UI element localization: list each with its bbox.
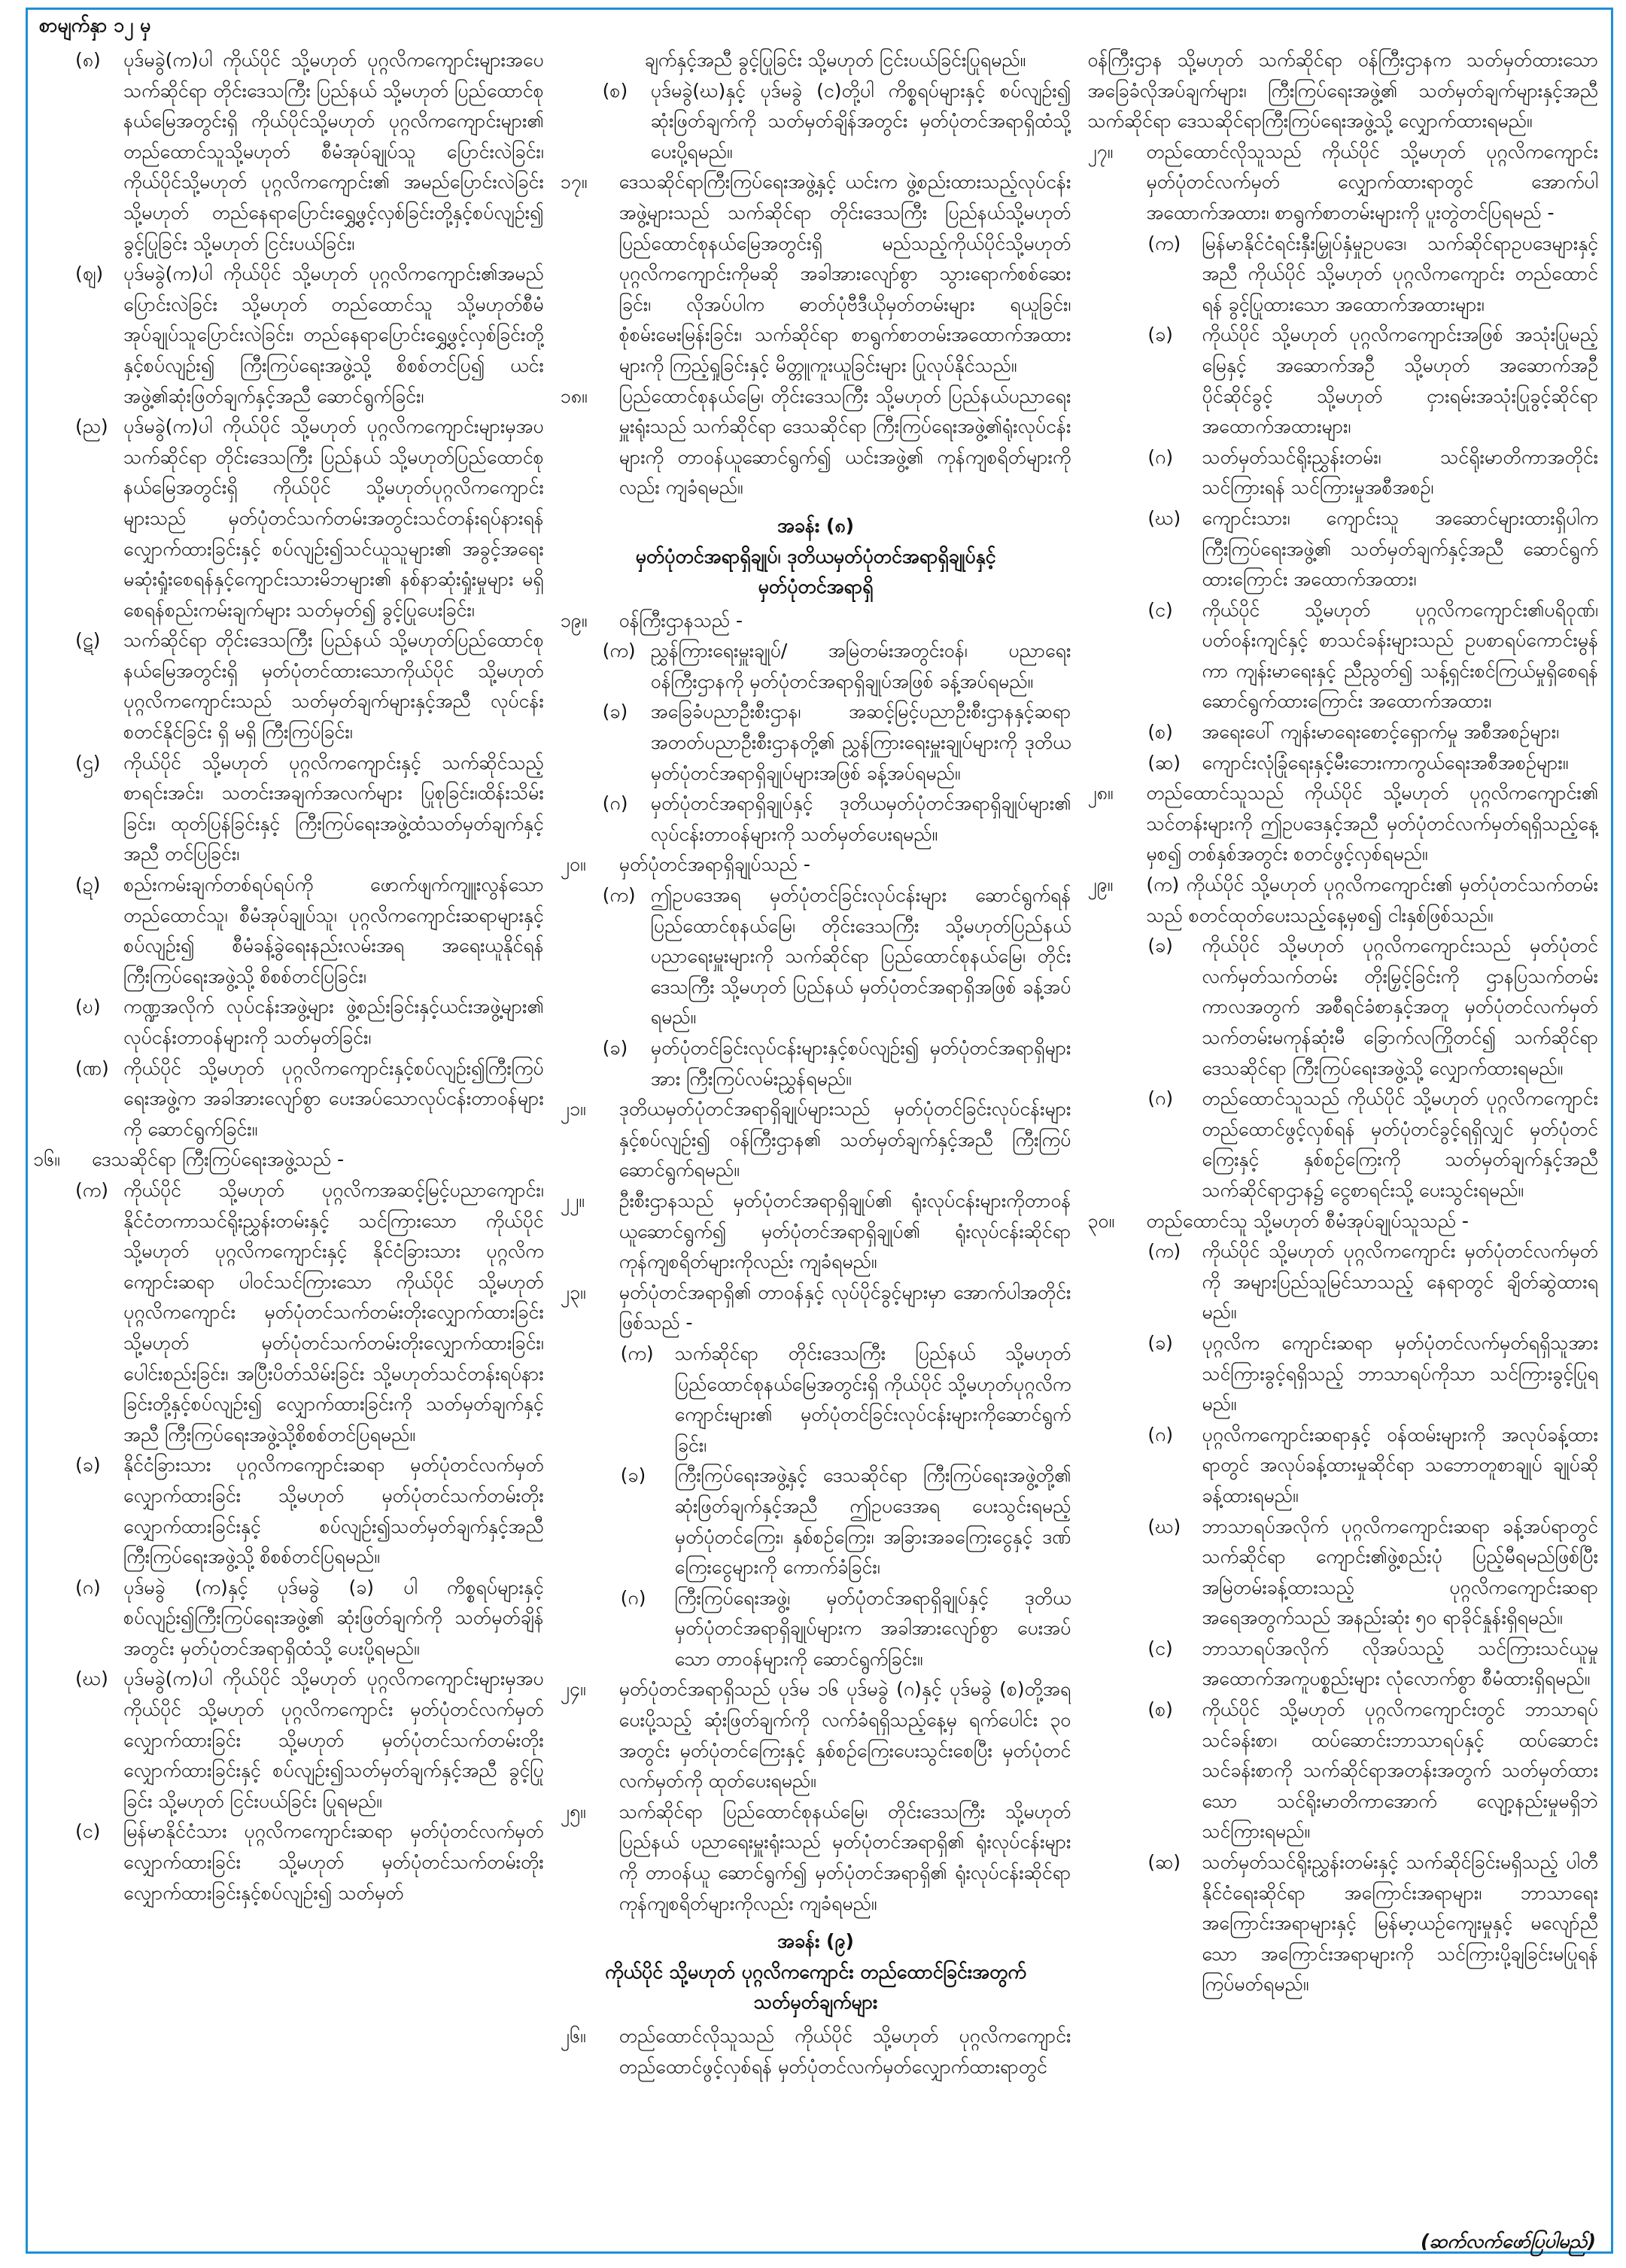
subsection-paragraph bbox=[1087, 595, 1598, 717]
clause-number: (စ) bbox=[602, 79, 628, 102]
clause-number: (ခ) bbox=[1147, 1331, 1173, 1354]
clause-number: (ခ) bbox=[1147, 324, 1173, 346]
clause-text: ပုဒ်မခွဲ(က)ပါ ကိုယ်ပိုင် သို့မဟုတ် ပုဂ္ဂလိကကျောင်းများမှအပ သက်ဆိုင်ရာ တိုင်းဒေသကြီး ပြည်နယ် သို့မဟုတ်ပြည်ထောင်စုနယ်မြေအတွင်းရှိ ကိုယ်ပိုင် သို့မဟုတ်ပုဂ္ဂလိကကျောင်းများသည် မှတ်ပုံတင်သက်တမ်းအတွင်းသင်တန်းရပ်နားရန် လျှောက်ထားခြင်းနှင့် စပ်လျဉ်း၍သင်ယူသူများ၏ အခွင့်အရေး မဆုံးရှုံးစေရန်နှင့်ကျောင်းသားမိဘများ၏ နစ်နာဆုံးရှုံးမှုများ မရှိစေရန်စည်းကမ်းချက်များ သတ်မှတ်၍ ခွင့်ပြုပေးခြင်း၊ bbox=[123, 415, 544, 621]
clause-text: ပြည်ထောင်စုနယ်မြေ၊ တိုင်းဒေသကြီး သို့မဟုတ် ပြည်နယ်ပညာရေးမှူးရုံးသည် သက်ဆိုင်ရာ ဒေသဆိုင်ရာ ကြီးကြပ်ရေးအဖွဲ့၏ရုံးလုပ်ငန်းများကို တာဝန်ယူဆောင်ရွက်၍ ယင်းအဖွဲ့၏ ကုန်ကျစရိတ်များကိုလည်း ကျခံရမည်။ bbox=[618, 385, 1071, 499]
clause-number: ၂၁။ bbox=[560, 1098, 586, 1120]
clause-text: ပုဂ္ဂလိကကျောင်းဆရာနှင့် ဝန်ထမ်းများကို အလုပ်ခန့်ထားရာတွင် အလုပ်ခန့်ထားမှုဆိုင်ရာ သဘောတူစာချုပ် ချုပ်ဆိုခန့်ထားရမည်။ bbox=[1202, 1423, 1599, 1506]
section-paragraph bbox=[1087, 778, 1598, 870]
clause-text: ဤဥပဒေအရ မှတ်ပုံတင်ခြင်းလုပ်ငန်းများ ဆောင်ရွက်ရန် ပြည်ထောင်စုနယ်မြေ၊ တိုင်းဒေသကြီး သို့မဟုတ်ပြည်နယ် ပညာရေးမှူးများကို သက်ဆိုင်ရာ ပြည်ထောင်စုနယ်မြေ၊ တိုင်းဒေသကြီး သို့မဟုတ် ပြည်နယ် မှတ်ပုံတင်အရာရှိအဖြစ် ခန့်အပ်ရမည်။ bbox=[650, 884, 1071, 1029]
clause-text: ကြီးကြပ်ရေးအဖွဲ့နှင့် ဒေသဆိုင်ရာ ကြီးကြပ်ရေးအဖွဲ့တို့၏ ဆုံးဖြတ်ချက်နှင့်အညီ ဤဥပဒေအရ ပေးသွင်းရမည့် မှတ်ပုံတင်ကြေး၊ နှစ်စဉ်ကြေး၊ အခြားအခကြေးငွေနှင့် ဒဏ်ကြေးငွေများကို ကောက်ခံခြင်း၊ bbox=[674, 1464, 1071, 1579]
clause-text: ဒုတိယမှတ်ပုံတင်အရာရှိချုပ်များသည် မှတ်ပုံတင်ခြင်းလုပ်ငန်းများနှင့်စပ်လျဉ်း၍ ဝန်ကြီးဌာန၏ သတ်မှတ်ချက်နှင့်အညီ ကြီးကြပ်ဆောင်ရွက်ရမည်။ bbox=[618, 1098, 1071, 1181]
subsection-paragraph bbox=[1087, 931, 1598, 1084]
clause-text: မှတ်ပုံတင်အရာရှိသည် ပုဒ်မ ၁၆ ပုဒ်မခွဲ (ဂ)နှင့် ပုဒ်မခွဲ (စ)တို့အရ ပေးပို့သည့် ဆုံးဖြတ်ချက်ကို လက်ခံရရှိသည့်နေ့မှ ရက်ပေါင်း ၃၀ အတွင်း မှတ်ပုံတင်ကြေးနှင့် နှစ်စဉ်ကြေးပေးသွင်းစေပြီး မှတ်ပုံတင်လက်မှတ်ကို ထုတ်ပေးရမည်။ bbox=[618, 1678, 1071, 1792]
subsection-paragraph bbox=[33, 748, 544, 870]
section-paragraph bbox=[561, 1186, 1071, 1278]
clause-text: အရေးပေါ် ကျန်းမာရေးစောင့်ရှောက်မှု အစီအစဉ်များ၊ bbox=[1202, 721, 1560, 743]
clause-text: စည်းကမ်းချက်တစ်ရပ်ရပ်ကို ဖောက်ဖျက်ကျူးလွန်သောတည်ထောင်သူ၊ စီမံအုပ်ချုပ်သူ၊ ပုဂ္ဂလိကကျောင်းဆရာများနှင့် စပ်လျဉ်း၍ စီမံခန့်ခွဲရေးနည်းလမ်းအရ အရေးယူနိုင်ရန် ကြီးကြပ်ရေးအဖွဲ့သို့ စိစစ်တင်ပြခြင်း၊ bbox=[123, 874, 544, 987]
section-paragraph bbox=[1087, 1206, 1598, 1237]
clause-text: ဝန်ကြီးဌာနသည် - bbox=[618, 609, 743, 631]
clause-number: (ဂ) bbox=[1147, 445, 1174, 468]
column-1 bbox=[33, 45, 544, 2227]
subsection-paragraph bbox=[1087, 1328, 1598, 1420]
clause-text: ကဏ္ဍအလိုက် လုပ်ငန်းအဖွဲ့များ ဖွဲ့စည်းခြင်းနှင့်ယင်းအဖွဲ့များ၏ လုပ်ငန်းတာဝန်များကို သတ်မှတ်ခြင်း၊ bbox=[123, 996, 544, 1048]
clause-text: ကိုယ်ပိုင် သို့မဟုတ် ပုဂ္ဂလိကကျောင်း၏ပရိဝုဏ်၊ပတ်ဝန်းကျင်နှင့် စာသင်ခန်းများသည် ဥပစာရပ်ကောင်းမွန်ကာ ကျန်းမာရေးနှင့် ညီညွတ်၍ သန့်ရှင်းစင်ကြယ်မှုရှိစေရန် ဆောင်ရွက်ထားကြောင်း အထောက်အထား၊ bbox=[1202, 598, 1599, 713]
clause-number: (က) bbox=[620, 1342, 654, 1364]
clause-number: (က) bbox=[1147, 1240, 1181, 1263]
clause-number: ၁၈။ bbox=[560, 385, 588, 407]
clause-number: (ခ) bbox=[602, 701, 628, 723]
subsection-paragraph bbox=[33, 1664, 544, 1817]
subsection-paragraph bbox=[1087, 1084, 1598, 1205]
clause-number: (ခ) bbox=[75, 1454, 101, 1476]
clause-text: ပုဒ်မခွဲ(က)ပါ ကိုယ်ပိုင် သို့မဟုတ် ပုဂ္ဂလိကကျောင်းများအပေ သက်ဆိုင်ရာ တိုင်းဒေသကြီး ပြည်နယ် သို့မဟုတ် ပြည်ထောင်စုနယ်မြေအတွင်းရှိ ကိုယ်ပိုင်သို့မဟုတ် ပုဂ္ဂလိကကျောင်းများ၏ တည်ထောင်သူသို့မဟုတ် စီမံအုပ်ချုပ်သူ ပြောင်းလဲခြင်း၊ ကိုယ်ပိုင်သို့မဟုတ် ပုဂ္ဂလိကကျောင်း၏ အမည်ပြောင်းလဲခြင်းသို့မဟုတ် တည်နေရာပြောင်းရွှေ့ဖွင့်လှစ်ခြင်းတို့နှင့်စပ်လျဉ်း၍ ခွင့်ပြုခြင်း သို့မဟုတ် ငြင်းပယ်ခြင်း၊ bbox=[123, 49, 544, 254]
continued-note: (ဆက်လက်ဖော်ပြပါမည်) bbox=[1420, 2230, 1596, 2252]
clause-text: ကိုယ်ပိုင် သို့မဟုတ် ပုဂ္ဂလိကကျောင်းတွင် ဘာသာရပ်သင်ခန်းစာ၊ ထပ်ဆောင်းဘာသာရပ်နှင့် ထပ်ဆောင်းသင်ခန်းစာကို သက်ဆိုင်ရာအတန်းအတွက် သတ်မှတ်ထားသော သင်ရိုးမာတိကာအောက် လျော့နည်းမှုမရှိဘဲ သင်ကြားရမည်။ bbox=[1202, 1698, 1599, 1843]
clause-text: မြန်မာနိုင်ငံရင်းနှီးမြှုပ်နှံမှုဥပဒေ၊ သက်ဆိုင်ရာဥပဒေများနှင့်အညီ ကိုယ်ပိုင် သို့မဟုတ် ပုဂ္ဂလိကကျောင်း တည်ထောင်ရန် ခွင့်ပြုထားသော အထောက်အထားများ၊ bbox=[1202, 232, 1599, 315]
clause-number: ၁၆။ bbox=[33, 1148, 60, 1171]
clause-text: တည်ထောင်လိုသူသည် ကိုယ်ပိုင် သို့မဟုတ် ပုဂ္ဂလိကကျောင်း တည်ထောင်ဖွင့်လှစ်ရန် မှတ်ပုံတင်လက်မှတ်လျှောက်ထားရာတွင် bbox=[618, 2025, 1071, 2078]
clause-number: ၂၃။ bbox=[560, 1281, 586, 1303]
clause-number: (ဃ) bbox=[1147, 506, 1181, 529]
clause-number: (က) bbox=[1147, 232, 1181, 254]
section-paragraph bbox=[1087, 45, 1598, 137]
clause-number: ၂၉။ bbox=[1087, 874, 1114, 896]
clause-number: ၁၉။ bbox=[560, 609, 588, 631]
clause-number: (ဋ) bbox=[75, 629, 101, 652]
subsection-paragraph bbox=[1087, 1420, 1598, 1512]
clause-number: (ဌ) bbox=[75, 751, 101, 774]
section-paragraph bbox=[561, 606, 1071, 637]
subsection-paragraph bbox=[561, 1583, 1071, 1675]
chapter-heading: အခန်း (၈) မှတ်ပုံတင်အရာရှိချုပ်၊ ဒုတိယမှတ်ပုံတင်အရာရှိချုပ်နှင့် မှတ်ပုံတင်အရာရှိ bbox=[635, 514, 996, 598]
clause-number: (င) bbox=[1147, 598, 1173, 621]
clause-number: (ခ) bbox=[1147, 935, 1173, 957]
clause-text: ကိုယ်ပိုင် သို့မဟုတ် ပုဂ္ဂလိကကျောင်းနှင့်စပ်လျဉ်း၍ကြီးကြပ်ရေးအဖွဲ့က အခါအားလျော်စွာ ပေးအပ်သောလုပ်ငန်းတာဝန်များကို ဆောင်ရွက်ခြင်း။ bbox=[123, 1056, 544, 1140]
clause-number: ၂၇။ bbox=[1087, 140, 1114, 163]
clause-text: ပုဒ်မခွဲ(က)ပါ ကိုယ်ပိုင် သို့မဟုတ် ပုဂ္ဂလိကကျောင်းများမှအပ ကိုယ်ပိုင် သို့မဟုတ် ပုဂ္ဂလိကကျောင်း မှတ်ပုံတင်လက်မှတ်လျှောက်ထားခြင်း သို့မဟုတ် မှတ်ပုံတင်သက်တမ်းတိုး လျှောက်ထားခြင်းနှင့် စပ်လျဉ်း၍သတ်မှတ်ချက်နှင့်အညီ ခွင့်ပြုခြင်း သို့မဟုတ် ငြင်းပယ်ခြင်း ပြုရမည်။ bbox=[123, 1668, 544, 1812]
clause-number: (ဍ) bbox=[75, 874, 101, 896]
clause-text: ကိုယ်ပိုင် သို့မဟုတ် ပုဂ္ဂလိကအဆင့်မြင့်ပညာကျောင်း၊နိုင်ငံတကာသင်ရိုးညွှန်းတမ်းနှင့် သင်ကြားသော ကိုယ်ပိုင်သို့မဟုတ် ပုဂ္ဂလိကကျောင်းနှင့် နိုင်ငံခြားသား ပုဂ္ဂလိကကျောင်းဆရာ ပါဝင်သင်ကြားသော ကိုယ်ပိုင် သို့မဟုတ်ပုဂ္ဂလိကကျောင်း မှတ်ပုံတင်သက်တမ်းတိုးလျှောက်ထားခြင်း သို့မဟုတ် မှတ်ပုံတင်သက်တမ်းတိုးလျှောက်ထားခြင်း၊ ပေါင်းစည်းခြင်း၊ အပြီးပိတ်သိမ်းခြင်း သို့မဟုတ်သင်တန်းရပ်နားခြင်းတို့နှင့်စပ်လျဉ်း၍ လျှောက်ထားခြင်းကို သတ်မှတ်ချက်နှင့်အညီ ကြီးကြပ်ရေးအဖွဲ့သို့စိစစ်တင်ပြရမည်။ bbox=[123, 1178, 544, 1446]
subsection-paragraph bbox=[33, 1573, 544, 1665]
clause-text: ပုဒ်မခွဲ(က)ပါ ကိုယ်ပိုင် သို့မဟုတ် ပုဂ္ဂလိကကျောင်း၏အမည်ပြောင်းလဲခြင်း သို့မဟုတ် တည်ထောင်သူ သို့မဟုတ်စီမံအုပ်ချုပ်သူပြောင်းလဲခြင်း၊ တည်နေရာပြောင်းရွှေ့ဖွင့်လှစ်ခြင်းတို့နှင့်စပ်လျဉ်း၍ ကြီးကြပ်ရေးအဖွဲ့သို့ စိစစ်တင်ပြ၍ ယင်းအဖွဲ့၏ဆုံးဖြတ်ချက်နှင့်အညီ ဆောင်ရွက်ခြင်း၊ bbox=[123, 263, 544, 407]
section-paragraph bbox=[33, 1145, 544, 1175]
clause-number: (ဎ) bbox=[75, 996, 101, 1018]
clause-number: ၃၀။ bbox=[1087, 1209, 1115, 1232]
clause-text: ကိုယ်ပိုင် သို့မဟုတ် ပုဂ္ဂလိကကျောင်းသည် မှတ်ပုံတင်လက်မှတ်သက်တမ်း တိုးမြှင့်ခြင်းကို ဌာနပြသက်တမ်းကာလအတွက် အစီရင်ခံစာနှင့်အတူ မှတ်ပုံတင်လက်မှတ်သက်တမ်းမကုန်ဆုံးမီ ခြောက်လကြိုတင်၍ သက်ဆိုင်ရာ ဒေသဆိုင်ရာ ကြီးကြပ်ရေးအဖွဲ့သို့ လျှောက်ထားရမည်။ bbox=[1202, 935, 1599, 1079]
subsection-paragraph bbox=[561, 45, 1071, 76]
subsection-paragraph bbox=[33, 1817, 544, 1908]
subsection-paragraph bbox=[1087, 320, 1598, 442]
subsection-paragraph bbox=[561, 636, 1071, 697]
clause-text: ကိုယ်ပိုင် သို့မဟုတ် ပုဂ္ဂလိကကျောင်းအဖြစ် အသုံးပြုမည့်မြေနှင့် အဆောက်အဦ သို့မဟုတ် အဆောက်အဦ ပိုင်ဆိုင်ခွင့် သို့မဟုတ် ငှားရမ်းအသုံးပြုခွင့်ဆိုင်ရာ အထောက်အထားများ၊ bbox=[1202, 324, 1599, 438]
clause-text: ဦးစီးဌာနသည် မှတ်ပုံတင်အရာရှိချုပ်၏ ရုံးလုပ်ငန်းများကိုတာဝန်ယူဆောင်ရွက်၍ မှတ်ပုံတင်အရာရှိချုပ်၏ ရုံးလုပ်ငန်းဆိုင်ရာကုန်ကျစရိတ်များကိုလည်း ကျခံရမည်။ bbox=[618, 1189, 1071, 1273]
subsection-paragraph bbox=[33, 1175, 544, 1450]
clause-number: (က) bbox=[75, 1178, 108, 1201]
section-paragraph bbox=[1087, 870, 1598, 931]
section-paragraph bbox=[561, 2021, 1071, 2082]
subsection-paragraph bbox=[33, 1450, 544, 1572]
subsection-paragraph bbox=[1087, 1236, 1598, 1328]
clause-number: (၈) bbox=[75, 49, 101, 71]
clause-number: (ဂ) bbox=[75, 1576, 101, 1598]
clause-text: ချက်နှင့်အညီ ခွင့်ပြုခြင်း သို့မဟုတ် ငြင်းပယ်ခြင်းပြုရမည်။ bbox=[644, 49, 1026, 71]
clause-number: ၁၇။ bbox=[560, 171, 588, 193]
subsection-paragraph bbox=[561, 880, 1071, 1033]
clause-number: ၂၈။ bbox=[1087, 782, 1114, 804]
subsection-paragraph bbox=[561, 1033, 1071, 1094]
clause-text: သက်ဆိုင်ရာ တိုင်းဒေသကြီး ပြည်နယ် သို့မဟုတ်ပြည်ထောင်စုနယ်မြေအတွင်းရှိ ကိုယ်ပိုင် သို့မဟုတ်ပုဂ္ဂလိကကျောင်းများ၏ မှတ်ပုံတင်ခြင်းလုပ်ငန်းများကိုဆောင်ရွက်ခြင်း၊ bbox=[674, 1342, 1071, 1456]
document-columns bbox=[33, 45, 1598, 2227]
clause-number: (ဏ) bbox=[75, 1056, 109, 1079]
clause-text: သက်ဆိုင်ရာ တိုင်းဒေသကြီး ပြည်နယ် သို့မဟုတ်ပြည်ထောင်စုနယ်မြေအတွင်းရှိ မှတ်ပုံတင်ထားသောကိုယ်ပိုင် သို့မဟုတ် ပုဂ္ဂလိကကျောင်းသည် သတ်မှတ်ချက်များနှင့်အညီ လုပ်ငန်းစတင်နိုင်ခြင်း ရှိ မရှိ ကြီးကြပ်ခြင်း၊ bbox=[123, 629, 544, 743]
section-paragraph bbox=[561, 1278, 1071, 1339]
subsection-paragraph bbox=[1087, 748, 1598, 779]
clause-number: (ဆ) bbox=[1147, 1851, 1181, 1874]
clause-number: ၂၄။ bbox=[560, 1678, 586, 1701]
clause-number: (င) bbox=[75, 1820, 101, 1843]
clause-text: မှတ်ပုံတင်အရာရှိချုပ်နှင့် ဒုတိယမှတ်ပုံတင်အရာရှိချုပ်များ၏ လုပ်ငန်းတာဝန်များကို သတ်မှတ်ပေးရမည်။ bbox=[650, 792, 1071, 845]
clause-number: (ဈ) bbox=[75, 263, 104, 285]
subsection-paragraph bbox=[1087, 229, 1598, 321]
clause-text: ညွှန်ကြားရေးမှူးချုပ်/ အမြဲတမ်းအတွင်းဝန်၊ ပညာရေးဝန်ကြီးဌာနကို မှတ်ပုံတင်အရာရှိချုပ်အဖြစ် ခန့်အပ်ရမည်။ bbox=[650, 640, 1071, 692]
section-paragraph bbox=[561, 382, 1071, 503]
subsection-paragraph bbox=[561, 1339, 1071, 1461]
clause-text: ကြီးကြပ်ရေးအဖွဲ့၊ မှတ်ပုံတင်အရာရှိချုပ်နှင့် ဒုတိယမှတ်ပုံတင်အရာရှိချုပ်များက အခါအားလျော်စွာ ပေးအပ်သော တာဝန်များကို ဆောင်ရွက်ခြင်း။ bbox=[674, 1586, 1071, 1670]
clause-text: တည်ထောင်သူ သို့မဟုတ် စီမံအုပ်ချုပ်သူသည် - bbox=[1146, 1209, 1469, 1232]
section-paragraph bbox=[1087, 137, 1598, 229]
clause-number: ၂၀။ bbox=[560, 853, 586, 876]
clause-text: ကိုယ်ပိုင် သို့မဟုတ် ပုဂ္ဂလိကကျောင်း မှတ်ပုံတင်လက်မှတ်ကို အများပြည်သူမြင်သာသည့် နေရာတွင် ချိတ်ဆွဲထားရမည်။ bbox=[1202, 1240, 1599, 1324]
clause-number: (ဆ) bbox=[1147, 751, 1181, 774]
clause-number: (ဂ) bbox=[1147, 1423, 1174, 1446]
subsection-paragraph bbox=[33, 870, 544, 992]
clause-text: ဘာသာရပ်အလိုက် ပုဂ္ဂလိကကျောင်းဆရာ ခန့်အပ်ရာတွင် သက်ဆိုင်ရာ ကျောင်း၏ဖွဲ့စည်းပုံ ပြည့်မီရမည်ဖြစ်ပြီး အမြဲတမ်းခန့်ထားသည့် ပုဂ္ဂလိကကျောင်းဆရာ အရေအတွက်သည် အနည်းဆုံး ၅၀ ရာခိုင်နှုန်းရှိရမည်။ bbox=[1202, 1515, 1599, 1629]
section-paragraph bbox=[561, 1674, 1071, 1796]
clause-text: နိုင်ငံခြားသား ပုဂ္ဂလိကကျောင်းဆရာ မှတ်ပုံတင်လက်မှတ်လျှောက်ထားခြင်း သို့မဟုတ် မှတ်ပုံတင်သက်တမ်းတိုး လျှောက်ထားခြင်းနှင့် စပ်လျဉ်း၍သတ်မှတ်ချက်နှင့်အညီ ကြီးကြပ်ရေးအဖွဲ့သို့ စိစစ်တင်ပြရမည်။ bbox=[123, 1454, 544, 1568]
subsection-paragraph bbox=[1087, 1847, 1598, 2000]
clause-text: ပုဒ်မခွဲ (က)နှင့် ပုဒ်မခွဲ (ခ) ပါ ကိစ္စရပ်များနှင့်စပ်လျဉ်း၍ကြီးကြပ်ရေးအဖွဲ့၏ ဆုံးဖြတ်ချက်ကို သတ်မှတ်ချိန်အတွင်း မှတ်ပုံတင်အရာရှိထံသို့ ပေးပို့ရမည်။ bbox=[123, 1576, 544, 1659]
column-2 bbox=[561, 45, 1071, 2227]
subsection-paragraph bbox=[1087, 503, 1598, 595]
clause-text: သတ်မှတ်သင်ရိုးညွှန်းတမ်း၊ သင်ရိုးမာတိကာအတိုင်း သင်ကြားရန် သင်ကြားမှုအစီအစဉ်၊ bbox=[1202, 445, 1599, 499]
clause-number: (ခ) bbox=[602, 1037, 628, 1059]
clause-text: မှတ်ပုံတင်အရာရှိ၏ တာဝန်နှင့် လုပ်ပိုင်ခွင့်များမှာ အောက်ပါအတိုင်းဖြစ်သည် - bbox=[618, 1281, 1071, 1334]
clause-text: ပုဒ်မခွဲ(ဃ)နှင့် ပုဒ်မခွဲ (င)တို့ပါ ကိစ္စရပ်များနှင့် စပ်လျဉ်း၍ ဆုံးဖြတ်ချက်ကို သတ်မှတ်ချိန်အတွင်း မှတ်ပုံတင်အရာရှိထံသို့ ပေးပို့ရမည်။ bbox=[650, 79, 1071, 163]
subsection-paragraph bbox=[561, 76, 1071, 168]
clause-text: တည်ထောင်သူသည် ကိုယ်ပိုင် သို့မဟုတ် ပုဂ္ဂလိကကျောင်း တည်ထောင်ဖွင့်လှစ်ရန် မှတ်ပုံတင်ခွင့်ရရှိလျှင် မှတ်ပုံတင်ကြေးနှင့် နှစ်စဉ်ကြေးကို သတ်မှတ်ချက်နှင့်အညီ သက်ဆိုင်ရာဌာန၌ ငွေစာရင်းသို့ ပေးသွင်းရမည်။ bbox=[1202, 1087, 1599, 1201]
clause-text: ဒေသဆိုင်ရာကြီးကြပ်ရေးအဖွဲ့နှင့် ယင်းက ဖွဲ့စည်းထားသည့်လုပ်ငန်းအဖွဲ့များသည် သက်ဆိုင်ရာ တိုင်းဒေသကြီး ပြည်နယ်သို့မဟုတ် ပြည်ထောင်စုနယ်မြေအတွင်းရှိ မည်သည့်ကိုယ်ပိုင်သို့မဟုတ် ပုဂ္ဂလိကကျောင်းကိုမဆို အခါအားလျော်စွာ သွားရောက်စစ်ဆေးခြင်း၊ လိုအပ်ပါက ဓာတ်ပုံဗီဒီယိုမှတ်တမ်းများ ရယူခြင်း၊စုံစမ်းမေးမြန်းခြင်း၊ သက်ဆိုင်ရာ စာရွက်စာတမ်းအထောက်အထားများကို ကြည့်ရှုခြင်းနှင့် မိတ္တူကူးယူခြင်းများ ပြုလုပ်နိုင်သည်။ bbox=[618, 171, 1071, 376]
page-continuation-label: စာမျက်နှာ ၁၂ မှ bbox=[39, 14, 151, 36]
subsection-paragraph bbox=[561, 697, 1071, 789]
subsection-paragraph bbox=[1087, 1695, 1598, 1847]
clause-text: ကျောင်းသား၊ ကျောင်းသူ အဆောင်များထားရှိပါက ကြီးကြပ်ရေးအဖွဲ့၏ သတ်မှတ်ချက်နှင့်အညီ ဆောင်ရွက်ထားကြောင်း အထောက်အထား၊ bbox=[1202, 506, 1599, 591]
subsection-paragraph bbox=[33, 45, 544, 259]
clause-text: ကျောင်းလုံခြုံရေးနှင့်မီးဘေးကာကွယ်ရေးအစီအစဉ်များ။ bbox=[1202, 751, 1569, 774]
clause-text: ကိုယ်ပိုင် သို့မဟုတ် ပုဂ္ဂလိကကျောင်းနှင့် သက်ဆိုင်သည့်စာရင်းအင်း၊ သတင်းအချက်အလက်များ ပြုစုခြင်း၊ထိန်းသိမ်းခြင်း၊ ထုတ်ပြန်ခြင်းနှင့် ကြီးကြပ်ရေးအဖွဲ့ထံသတ်မှတ်ချက်နှင့်အညီ တင်ပြခြင်း၊ bbox=[123, 751, 544, 865]
clause-number: (ဃ) bbox=[75, 1668, 108, 1690]
clause-number: (ဂ) bbox=[620, 1586, 646, 1609]
clause-text: အခြေခံပညာဦးစီးဌာန၊ အဆင့်မြင့်ပညာဦးစီးဌာနနှင့်ဆရာအတတ်ပညာဦးစီးဌာနတို့၏ ညွှန်ကြားရေးမှူးချုပ်များကို ဒုတိယမှတ်ပုံတင်အရာရှိချုပ်များအဖြစ် ခန့်အပ်ရမည်။ bbox=[650, 701, 1071, 784]
clause-number: (ခ) bbox=[620, 1464, 646, 1487]
clause-text: ပုဂ္ဂလိက ကျောင်းဆရာ မှတ်ပုံတင်လက်မှတ်ရရှိသူအား သင်ကြားခွင့်ရရှိသည့် ဘာသာရပ်ကိုသာ သင်ကြားခွင့်ပြုရမည်။ bbox=[1202, 1331, 1599, 1415]
clause-number: (ဂ) bbox=[602, 792, 628, 815]
clause-number: (ည) bbox=[75, 415, 108, 438]
clause-text: မှတ်ပုံတင်အရာရှိချုပ်သည် - bbox=[618, 853, 810, 876]
clause-text: (က) ကိုယ်ပိုင် သို့မဟုတ် ပုဂ္ဂလိကကျောင်း၏ မှတ်ပုံတင်သက်တမ်းသည် စတင်ထုတ်ပေးသည့်နေ့မှစ၍ ငါးနှစ်ဖြစ်သည်။ bbox=[1146, 874, 1599, 926]
clause-text: ဝန်ကြီးဌာန သို့မဟုတ် သက်ဆိုင်ရာ ဝန်ကြီးဌာနက သတ်မှတ်ထားသော အခြေခံလိုအပ်ချက်များ၊ ကြီးကြပ်ရေးအဖွဲ့၏ သတ်မှတ်ချက်များနှင့်အညီ သက်ဆိုင်ရာ ဒေသဆိုင်ရာကြီးကြပ်ရေးအဖွဲ့သို့ လျှောက်ထားရမည်။ bbox=[1087, 49, 1599, 132]
clause-text: တည်ထောင်သူသည် ကိုယ်ပိုင် သို့မဟုတ် ပုဂ္ဂလိကကျောင်း၏ သင်တန်းများကို ဤဥပဒေနှင့်အညီ မှတ်ပုံတင်လက်မှတ်ရရှိသည့်နေ့မှစ၍ တစ်နှစ်အတွင်း စတင်ဖွင့်လှစ်ရမည်။ bbox=[1146, 782, 1599, 865]
subsection-paragraph bbox=[561, 1461, 1071, 1582]
clause-number: (င) bbox=[1147, 1637, 1173, 1659]
section-paragraph bbox=[561, 1094, 1071, 1186]
clause-number: (က) bbox=[602, 884, 636, 907]
section-paragraph bbox=[561, 167, 1071, 381]
clause-text: တည်ထောင်လိုသူသည် ကိုယ်ပိုင် သို့မဟုတ် ပုဂ္ဂလိကကျောင်း မှတ်ပုံတင်လက်မှတ် လျှောက်ထားရာတွင် အောက်ပါအထောက်အထား၊ စာရွက်စာတမ်းများကို ပူးတွဲတင်ပြရမည် - bbox=[1146, 140, 1599, 223]
clause-text: ဘာသာရပ်အလိုက် လိုအပ်သည့် သင်ကြားသင်ယူမှု အထောက်အကူပစ္စည်းများ လုံလောက်စွာ စီမံထားရှိရမည်။ bbox=[1202, 1637, 1599, 1690]
clause-number: (ဃ) bbox=[1147, 1515, 1181, 1537]
clause-number: ၂၅။ bbox=[560, 1800, 586, 1823]
subsection-paragraph bbox=[33, 1053, 544, 1145]
clause-text: သက်ဆိုင်ရာ ပြည်ထောင်စုနယ်မြေ၊ တိုင်းဒေသကြီး သို့မဟုတ် ပြည်နယ် ပညာရေးမှူးရုံးသည် မှတ်ပုံတင်အရာရှိ၏ ရုံးလုပ်ငန်းများကို တာဝန်ယူ ဆောင်ရွက်၍ မှတ်ပုံတင်အရာရှိ၏ ရုံးလုပ်ငန်းဆိုင်ရာ ကုန်ကျစရိတ်များကိုလည်း ကျခံရမည်။ bbox=[618, 1800, 1071, 1914]
clause-number: (စ) bbox=[1147, 1698, 1173, 1721]
section-paragraph bbox=[561, 1797, 1071, 1919]
clause-text: မှတ်ပုံတင်ခြင်းလုပ်ငန်းများနှင့်စပ်လျဉ်း၍ မှတ်ပုံတင်အရာရှိများအား ကြီးကြပ်လမ်းညွှန်ရမည်။ bbox=[650, 1037, 1071, 1090]
subsection-paragraph bbox=[1087, 717, 1598, 748]
clause-text: ဒေသဆိုင်ရာ ကြီးကြပ်ရေးအဖွဲ့သည် - bbox=[92, 1148, 345, 1171]
subsection-paragraph bbox=[1087, 1634, 1598, 1695]
clause-number: ၂၂။ bbox=[560, 1189, 585, 1212]
section-paragraph bbox=[561, 850, 1071, 880]
clause-number: (စ) bbox=[1147, 721, 1173, 743]
subsection-paragraph bbox=[561, 789, 1071, 850]
column-3 bbox=[1087, 45, 1598, 2227]
clause-number: (ဂ) bbox=[1147, 1087, 1174, 1110]
subsection-paragraph bbox=[1087, 442, 1598, 503]
subsection-paragraph bbox=[33, 412, 544, 625]
subsection-paragraph bbox=[33, 625, 544, 747]
clause-number: ၂၆။ bbox=[560, 2025, 586, 2047]
subsection-paragraph bbox=[33, 259, 544, 412]
subsection-paragraph bbox=[33, 992, 544, 1053]
subsection-paragraph bbox=[1087, 1512, 1598, 1634]
chapter-heading: အခန်း (၉) ကိုယ်ပိုင် သို့မဟုတ် ပုဂ္ဂလိကကျောင်း တည်ထောင်ခြင်းအတွက် သတ်မှတ်ချက်များ bbox=[605, 1930, 1026, 2014]
clause-text: သတ်မှတ်သင်ရိုးညွှန်းတမ်းနှင့် သက်ဆိုင်ခြင်းမရှိသည့် ပါတီနိုင်ငံရေးဆိုင်ရာ အကြောင်းအရာများ၊ ဘာသာရေးအကြောင်းအရာများနှင့် မြန်မာ့ယဉ်ကျေးမှုနှင့် မလျော်ညီသော အကြောင်းအရာများကို သင်ကြားပို့ချခြင်းမပြုရန် ကြပ်မတ်ရမည်။ bbox=[1202, 1851, 1599, 1996]
clause-text: မြန်မာနိုင်ငံသား ပုဂ္ဂလိကကျောင်းဆရာ မှတ်ပုံတင်လက်မှတ်လျှောက်ထားခြင်း သို့မဟုတ် မှတ်ပုံတင်သက်တမ်းတိုး လျှောက်ထားခြင်းနှင့်စပ်လျဉ်း၍ သတ်မှတ် bbox=[123, 1820, 544, 1904]
clause-number: (က) bbox=[602, 640, 636, 662]
